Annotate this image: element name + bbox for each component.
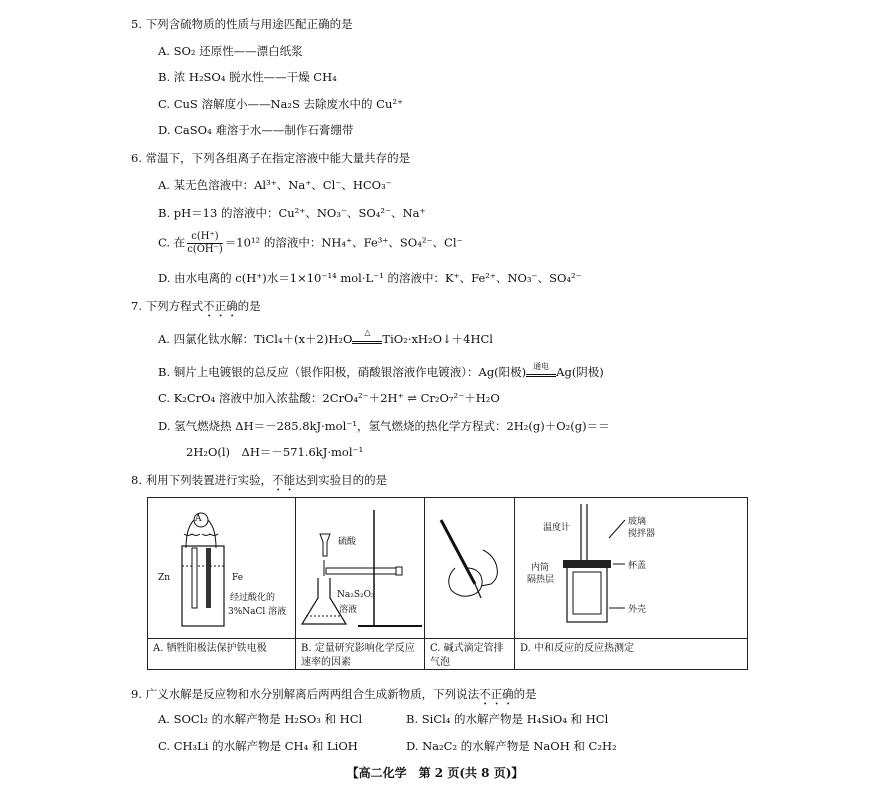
q5-option-b: B. 浓 H₂SO₄ 脱水性——干燥 CH₄: [158, 70, 337, 84]
q6-option-c: [158, 231, 463, 256]
solution-label-line2: 3%NaCl 溶液: [228, 607, 287, 617]
q9-stem-emphasis: 不正确: [479, 687, 514, 701]
heat-condition: △: [364, 327, 371, 337]
thermometer-label: 温度计: [543, 523, 571, 533]
insulation-layer-label: 隔热层: [527, 575, 555, 585]
outer-shell-label: 外壳: [628, 605, 647, 615]
apparatus-c-caption: C. 碱式滴定管排气泡: [425, 638, 514, 673]
q9-option-c: C. CH₃Li 的水解产物是 CH₄ 和 LiOH: [158, 739, 358, 753]
q6-stem: 6. 常温下，下列各组离子在指定溶液中能大量共存的是: [131, 151, 411, 165]
apparatus-d-caption: D. 中和反应的反应热测定: [515, 638, 747, 659]
q7-stem-end: 的是: [237, 299, 261, 313]
q9-stem-start: 9. 广义水解是反应物和水分别解离后两两组合生成新物质，下列说法: [131, 687, 480, 701]
inner-cup-label: 内筒: [531, 563, 550, 573]
fraction-numerator: c(H⁺): [187, 231, 223, 244]
thiosulfate-solution-label: 溶液: [339, 605, 358, 615]
reaction-rate-apparatus-drawing: [296, 498, 425, 638]
q9-stem-end: 的是: [513, 687, 537, 701]
apparatus-d-cell: [515, 498, 747, 669]
q8-stem-emphasis: 不能: [272, 473, 296, 487]
sacrificial-anode-apparatus-drawing: [148, 498, 296, 638]
apparatus-a-caption: A. 牺牲阳极法保护铁电极: [148, 638, 295, 659]
fraction-denominator: c(OH⁻): [187, 244, 223, 255]
q7-option-d-line2: 2H₂O(l) ΔH＝－571.6kJ·mol⁻¹: [186, 445, 364, 459]
q6-option-c-suffix: ＝10¹² 的溶液中：NH₄⁺、Fe³⁺、SO₄²⁻、Cl⁻: [224, 235, 463, 250]
experiment-apparatus-table: [147, 497, 748, 670]
burette-bubble-removal-drawing: [425, 498, 515, 638]
q7-a-right: TiO₂·xH₂O↓＋4HCl: [382, 332, 493, 346]
q7-option-b: [158, 361, 604, 380]
q7-stem-emphasis: 不正确: [203, 299, 238, 313]
q6-option-d: D. 由水电离的 c(H⁺)水＝1×10⁻¹⁴ mol·L⁻¹ 的溶液中：K⁺、Fe²⁺、NO₃⁻、SO₄²⁻: [158, 271, 582, 285]
sulfuric-acid-label: 硫酸: [338, 537, 357, 547]
q9-option-b: B. SiCl₄ 的水解产物是 H₄SiO₄ 和 HCl: [406, 712, 609, 726]
page-footer: 【高二化学 第 2 页(共 8 页)】: [346, 766, 524, 780]
q7-a-left: A. 四氯化钛水解：TiCl₄＋(x＋2)H₂O: [158, 332, 353, 346]
q8-stem-start: 8. 利用下列装置进行实验，: [131, 473, 273, 487]
apparatus-b-caption: B. 定量研究影响化学反应速率的因素: [296, 638, 424, 673]
glass-stirrer-label-line2: 搅拌器: [628, 529, 656, 539]
q7-b-left: B. 铜片上电镀银的总反应（银作阳极，硝酸银溶液作电镀液）：Ag(阳极): [158, 365, 527, 379]
q9-option-d: D. Na₂C₂ 的水解产物是 NaOH 和 C₂H₂: [406, 739, 617, 753]
q8-stem: [131, 472, 387, 494]
q6-option-c-prefix: C. 在: [158, 235, 186, 250]
glass-stirrer-label-line1: 玻璃: [628, 517, 647, 527]
apparatus-c-cell: [425, 498, 515, 669]
q9-stem: [131, 686, 537, 708]
q7-b-right: Ag(阴极): [556, 365, 604, 379]
q6-option-b: B. pH＝13 的溶液中：Cu²⁺、NO₃⁻、SO₄²⁻、Na⁺: [158, 206, 426, 220]
q5-stem: 5. 下列含硫物质的性质与用途匹配正确的是: [131, 17, 353, 31]
q7-option-c: C. K₂CrO₄ 溶液中加入浓盐酸：2CrO₄²⁻＋2H⁺ ⇌ Cr₂O₇²⁻＋H₂O: [158, 391, 500, 405]
q7-stem: [131, 298, 261, 320]
thiosulfate-label: Na₂S₂O₃: [337, 590, 375, 600]
ammeter-label: A: [195, 514, 202, 524]
q5-option-a: A. SO₂ 还原性——漂白纸浆: [158, 44, 303, 58]
reaction-arrow: [352, 327, 382, 344]
q6-option-a: A. 某无色溶液中：Al³⁺、Na⁺、Cl⁻、HCO₃⁻: [158, 178, 392, 192]
apparatus-b-cell: [296, 498, 425, 669]
electrolysis-condition: 通电: [533, 361, 550, 371]
q8-stem-end: 达到实验目的的是: [295, 473, 388, 487]
apparatus-a-cell: [148, 498, 296, 669]
zinc-electrode-label: Zn: [158, 573, 171, 583]
concentration-ratio-fraction: [187, 231, 223, 256]
q5-option-c: C. CuS 溶解度小——Na₂S 去除废水中的 Cu²⁺: [158, 97, 404, 111]
lid-label: 杯盖: [628, 561, 647, 571]
iron-electrode-label: Fe: [232, 573, 244, 583]
q7-option-d-line1: D. 氢气燃烧热 ΔH＝－285.8kJ·mol⁻¹，氢气燃烧的热化学方程式：2H₂(g)＋O₂(g)＝＝: [158, 419, 610, 433]
q7-stem-start: 7. 下列方程式: [131, 299, 204, 313]
q9-option-a: A. SOCl₂ 的水解产物是 H₂SO₃ 和 HCl: [158, 712, 363, 726]
reaction-arrow: [526, 361, 556, 377]
q7-option-a: [158, 327, 493, 347]
solution-label-line1: 经过酸化的: [230, 593, 276, 603]
q5-option-d: D. CaSO₄ 难溶于水——制作石膏绷带: [158, 123, 354, 137]
